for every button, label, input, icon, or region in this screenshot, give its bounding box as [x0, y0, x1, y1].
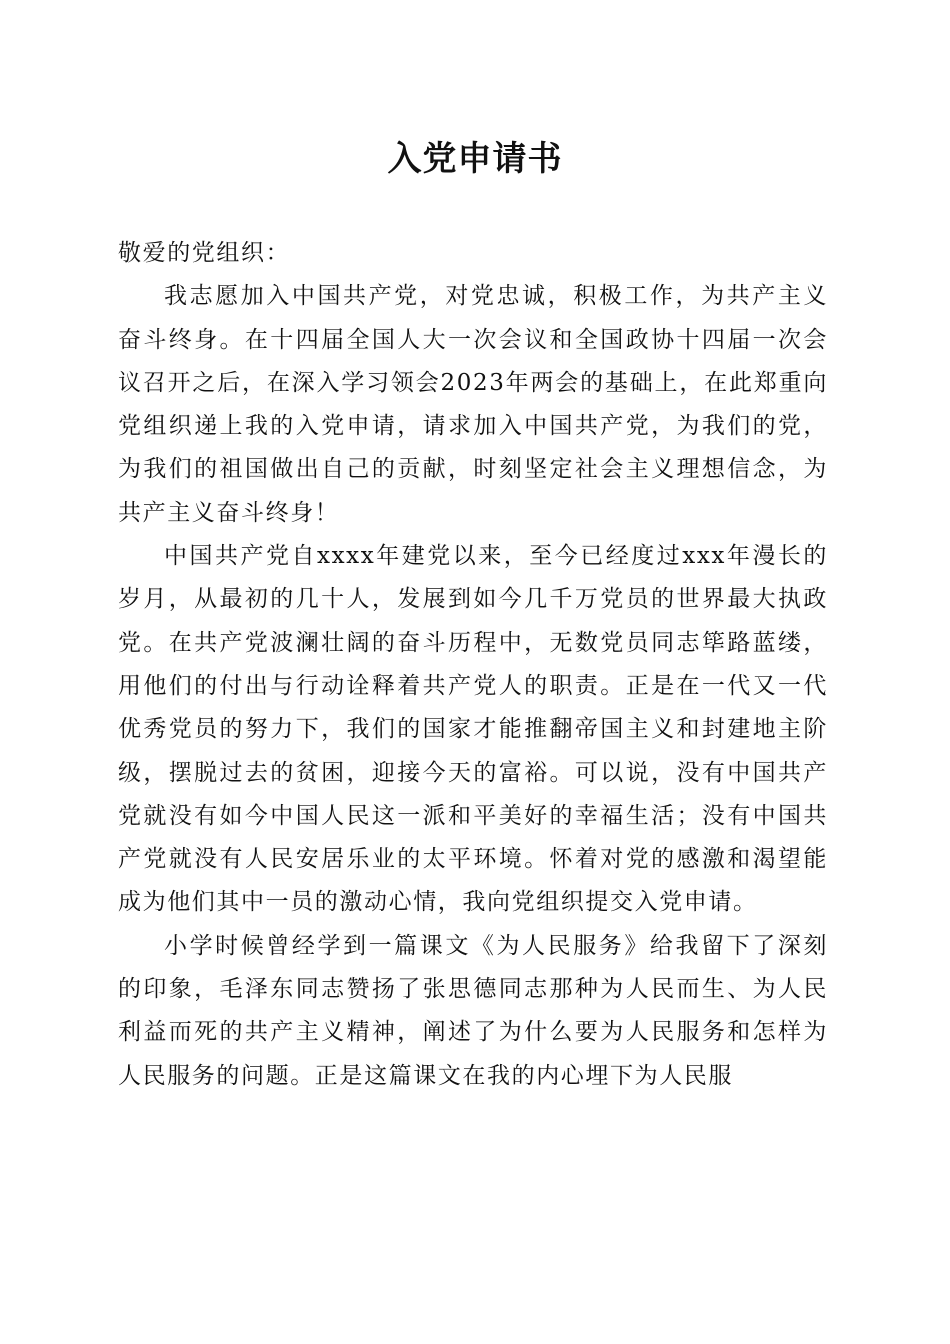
- paragraph-3: 小学时候曾经学到一篇课文《为人民服务》给我留下了深刻的印象，毛泽东同志赞扬了张思德同志那种为人民而生、为人民利益而死的共产主义精神，阐述了为什么要为人民服务和怎样为人民服务的问题。正是这篇课文在我的内心埋下为人民服: [118, 932, 828, 1089]
- document-body: [118, 232, 828, 1098]
- paragraph-2: 中国共产党自xxxx年建党以来，至今已经度过xxx年漫长的岁月，从最初的几十人，发展到如今几千万党员的世界最大执政党。在共产党波澜壮阔的奋斗历程中，无数党员同志筚路蓝缕，用他们的付出与行动诠释着共产党人的职责。正是在一代又一代优秀党员的努力下，我们的国家才能推翻帝国主义和封建地主阶级，摆脱过去的贫困，迎接今天的富裕。可以说，没有中国共产党就没有如今中国人民这一派和平美好的幸福生活；没有中国共产党就没有人民安居乐业的太平环境。怀着对党的感激和渴望能成为他们其中一员的激动心情，我向党组织提交入党申请。: [118, 543, 828, 916]
- document-title: 入党申请书: [387, 139, 563, 179]
- paragraph-1: 我志愿加入中国共产党，对党忠诚，积极工作，为共产主义奋斗终身。在十四届全国人大一次会议和全国政协十四届一次会议召开之后，在深入学习领会2023年两会的基础上，在此郑重向党组织递上我的入党申请，请求加入中国共产党，为我们的党，为我们的祖国做出自己的贡献，时刻坚定社会主义理想信念，为共产主义奋斗终身！: [118, 283, 828, 526]
- salutation: 敬爱的党组织：: [118, 240, 291, 266]
